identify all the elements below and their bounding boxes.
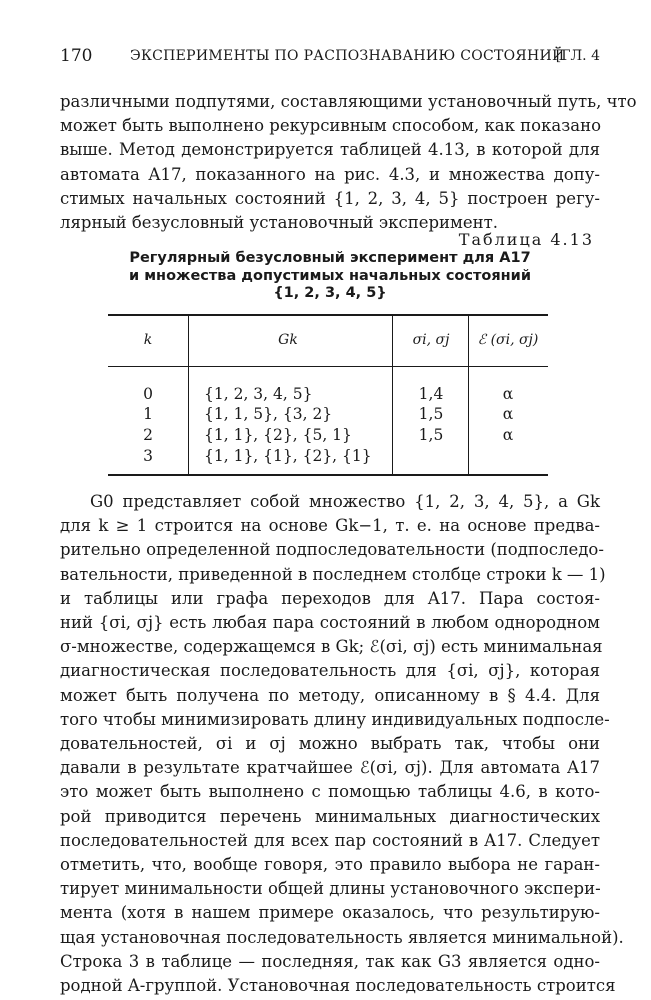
text-line: может быть выполнено рекурсивным способом, как показано xyxy=(60,116,602,136)
cell-g: {1, 1}, {2}, {5, 1} xyxy=(204,426,352,444)
text-line: лярный безусловный установочный эксперимент. xyxy=(60,213,498,233)
text-line: может быть получена по методу, описанному в § 4.4. Для xyxy=(60,685,600,705)
text-line: ний {σi, σj} есть любая пара состояний в любом однородном xyxy=(60,613,600,633)
cell-g: {1, 1}, {1}, {2}, {1} xyxy=(204,447,372,465)
text-line: и таблицы или графа переходов для A17. Пара состоя- xyxy=(60,588,600,608)
column-divider xyxy=(468,314,469,475)
header-gk: Gk xyxy=(278,332,298,348)
header-sequence: ℰ (σi, σj) xyxy=(477,332,539,348)
text-line: отметить, что, вообще говоря, это правило выбора не гаран- xyxy=(60,855,600,875)
cell-seq: α xyxy=(502,426,514,444)
page-number: 170 xyxy=(60,46,93,66)
text-line: для k ≥ 1 строится на основе Gk−1, т. е. на основе предва- xyxy=(60,516,600,536)
text-line: рой приводится перечень минимальных диагностических xyxy=(60,806,600,826)
column-divider xyxy=(188,314,189,475)
text-line: σ-множестве, содержащемся в Gk; ℰ(σi, σj) есть минимальная xyxy=(60,637,603,657)
text-line: G0 представляет собой множество {1, 2, 3, 4, 5}, а Gk xyxy=(90,492,600,511)
text-line: диагностическая последовательность для {σi, σj}, которая xyxy=(60,661,600,681)
text-line: это может быть выполнено с помощью таблицы 4.6, в кото- xyxy=(60,782,600,802)
chapter-marker: [ГЛ. 4 xyxy=(555,48,600,64)
cell-pair: 1,4 xyxy=(418,385,444,403)
text-line: Строка 3 в таблице — последняя, так как G3 является одно- xyxy=(60,951,600,971)
running-title: ЭКСПЕРИМЕНТЫ ПО РАСПОЗНАВАНИЮ СОСТОЯНИЙ xyxy=(130,48,565,64)
text-line: стимых начальных состояний {1, 2, 3, 4, 5} построен регу- xyxy=(60,188,600,208)
column-divider xyxy=(392,314,393,475)
cell-seq: α xyxy=(502,385,514,403)
table-top-rule xyxy=(108,314,548,316)
text-line: родной A-группой. Установочная последовательность строится xyxy=(60,976,616,996)
table-title xyxy=(60,250,600,303)
text-line: рительно определенной подпоследовательности (подпоследо- xyxy=(60,540,604,560)
text-line: автомата A17, показанного на рис. 4.3, и множества допу- xyxy=(60,164,600,184)
text-line: щая установочная последовательность является минимальной). xyxy=(60,927,624,947)
text-line: мента (хотя в нашем примере оказалось, что результирую- xyxy=(60,903,600,923)
text-line: довательностей, σi и σj можно выбрать так, чтобы они xyxy=(60,734,600,754)
text-line: того чтобы минимизировать длину индивидуальных подпосле- xyxy=(60,709,610,729)
text-line: выше. Метод демонстрируется таблицей 4.13, в которой для xyxy=(60,140,600,160)
body-paragraph xyxy=(60,490,624,998)
text-line: вательности, приведенной в последнем столбце строки k — 1) xyxy=(60,564,606,584)
intro-paragraph xyxy=(60,90,637,235)
text-line: тирует минимальности общей длины установочного экспери- xyxy=(60,879,601,899)
cell-pair: 1,5 xyxy=(418,426,444,444)
table-title-line: и множества допустимых начальных состояний xyxy=(128,267,531,284)
cell-seq: α xyxy=(502,405,514,423)
cell-g: {1, 2, 3, 4, 5} xyxy=(204,385,313,403)
text-line: последовательностей для всех пар состояний в A17. Следует xyxy=(60,830,600,850)
text-line: различными подпутями, составляющими установочный путь, что xyxy=(60,92,637,111)
header-pair: σi, σj xyxy=(412,332,450,348)
header-k: k xyxy=(143,332,153,348)
cell-k: 1 xyxy=(143,405,153,423)
cell-k: 0 xyxy=(143,385,153,403)
page-header xyxy=(60,46,600,70)
table-title-line: Регулярный безусловный эксперимент для A17 xyxy=(129,250,531,266)
cell-pair: 1,5 xyxy=(418,405,444,423)
table-bottom-rule xyxy=(108,474,548,476)
text-line: давали в результате кратчайшее ℰ(σi, σj). Для автомата A17 xyxy=(60,758,600,778)
cell-k: 2 xyxy=(143,426,153,444)
table-label: Таблица 4.13 xyxy=(458,230,594,249)
cell-g: {1, 1, 5}, {3, 2} xyxy=(204,405,333,423)
cell-k: 3 xyxy=(143,447,153,465)
table-header-rule xyxy=(108,366,548,367)
table-title-line: {1, 2, 3, 4, 5} xyxy=(273,285,387,301)
